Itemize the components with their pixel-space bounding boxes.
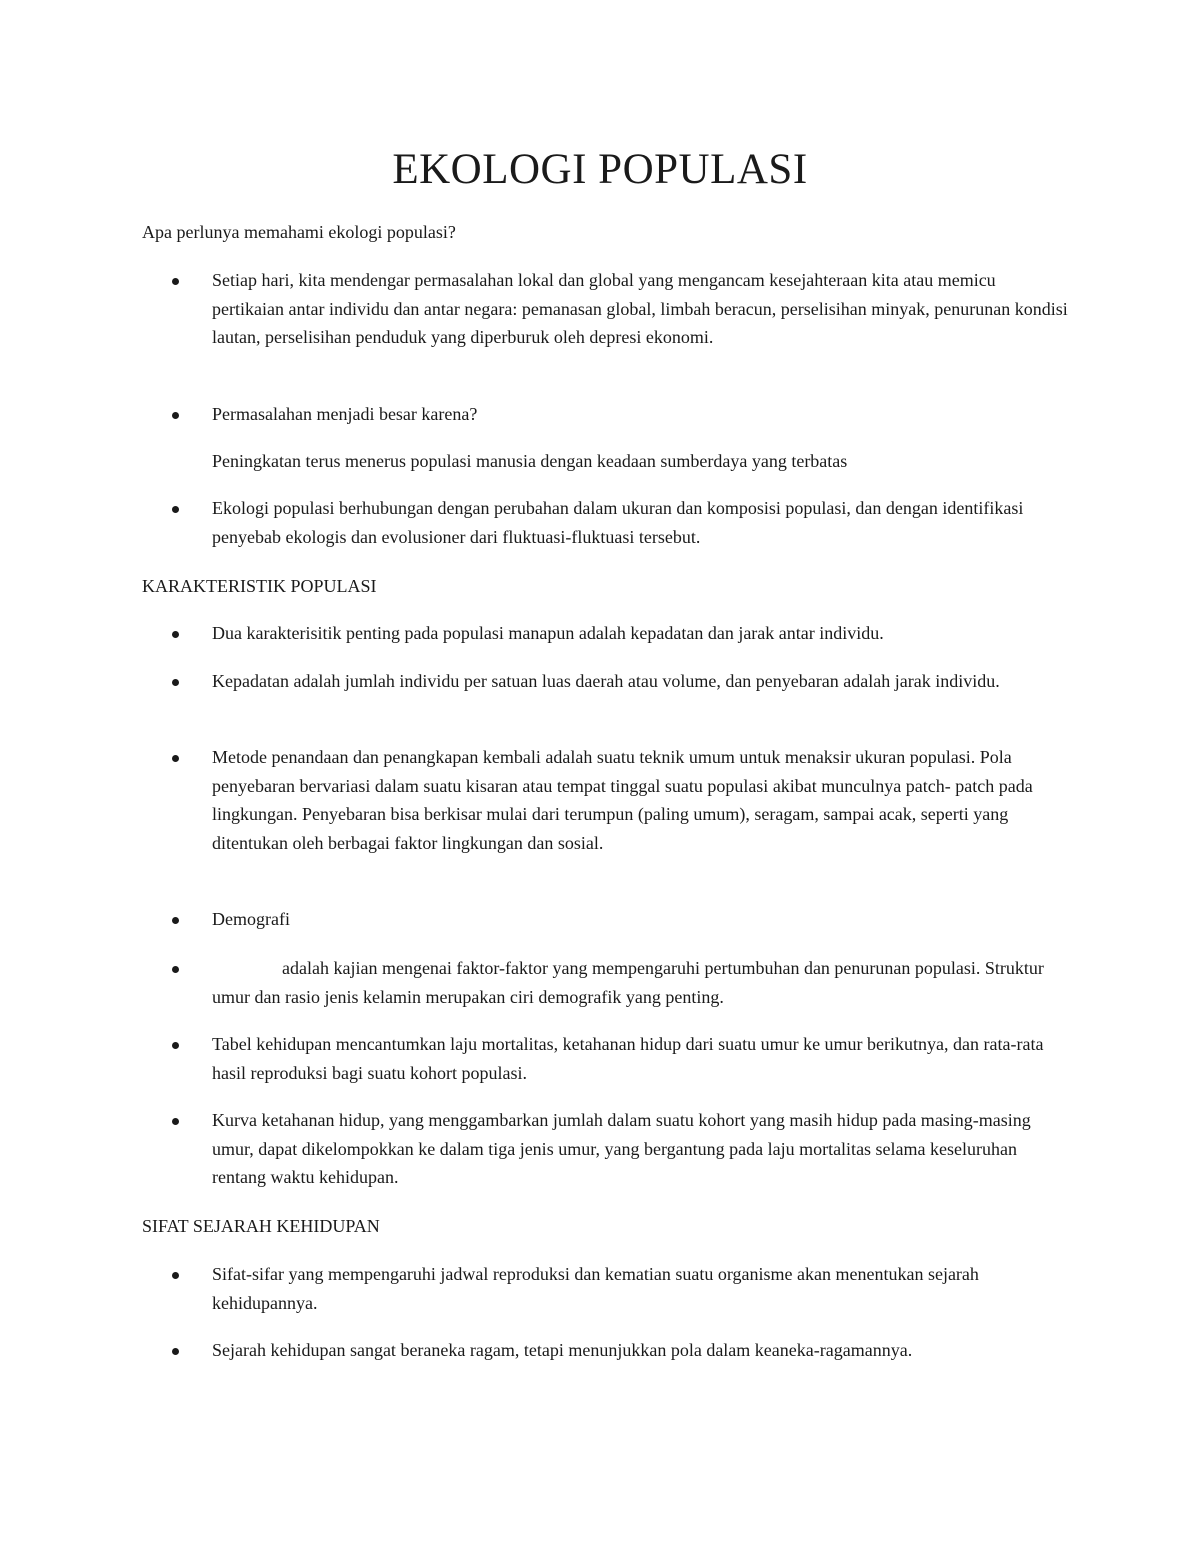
section-heading: SIFAT SEJARAH KEHIDUPAN	[142, 1216, 380, 1236]
list-item	[212, 667, 1072, 696]
bullet-icon	[172, 278, 179, 285]
list-item	[212, 494, 1072, 551]
list-item-text: Sejarah kehidupan sangat beraneka ragam, tetapi menunjukkan pola dalam keaneka-ragamannya.	[212, 1340, 913, 1360]
section-heading: KARAKTERISTIK POPULASI	[142, 576, 377, 596]
bullet-icon	[172, 1042, 179, 1049]
list-item	[212, 954, 1072, 1011]
list-item-text: Demografi	[212, 909, 290, 929]
bullet-icon	[172, 1348, 179, 1355]
list-item-text: adalah kajian mengenai faktor-faktor yang mempengaruhi pertumbuhan dan penurunan populasi. Struktur umur dan rasio jenis kelamin merupakan ciri demografik yang penting.	[212, 958, 1044, 1007]
bullet-icon	[172, 966, 179, 973]
list-item	[212, 1106, 1072, 1192]
list-item-text: Metode penandaan dan penangkapan kembali adalah suatu teknik umum untuk menaksir ukuran populasi. Pola penyebaran bervariasi dalam suatu kisaran atau tempat tinggal suatu populasi akibat munculnya patch- patch pada lingkungan. Penyebaran bisa berkisar mulai dari terumpun (paling umum), seragam, sampai acak, seperti yang ditentukan oleh berbagai faktor lingkungan dan sosial.	[212, 747, 1033, 853]
list-item-text: Setiap hari, kita mendengar permasalahan lokal dan global yang mengancam kesejahteraan kita atau memicu pertikaian antar individu dan antar negara: pemanasan global, limbah beracun, perselisihan minyak, penurunan kondisi lautan, perselisihan penduduk yang diperburuk oleh depresi ekonomi.	[212, 270, 1068, 347]
bullet-icon	[172, 917, 179, 924]
list-item	[212, 400, 1072, 429]
list-item	[212, 905, 1072, 934]
list-item-text: Kepadatan adalah jumlah individu per satuan luas daerah atau volume, dan penyebaran adalah jarak individu.	[212, 671, 1000, 691]
list-item	[212, 1336, 1072, 1365]
list-item-text: Tabel kehidupan mencantumkan laju mortalitas, ketahanan hidup dari suatu umur ke umur berikutnya, dan rata-rata hasil reproduksi bagi suatu kohort populasi.	[212, 1034, 1044, 1083]
list-item-text: Sifat-sifar yang mempengaruhi jadwal reproduksi dan kematian suatu organisme akan menentukan sejarah kehidupannya.	[212, 1264, 979, 1313]
list-item	[212, 1260, 1072, 1317]
bullet-icon	[172, 412, 179, 419]
list-item-text: Permasalahan menjadi besar karena?	[212, 404, 478, 424]
list-item-text: Ekologi populasi berhubungan dengan perubahan dalam ukuran dan komposisi populasi, dan dengan identifikasi penyebab ekologis dan evolusioner dari fluktuasi-fluktuasi tersebut.	[212, 498, 1024, 547]
intro-question: Apa perlunya memahami ekologi populasi?	[142, 222, 456, 242]
bullet-icon	[172, 1272, 179, 1279]
list-item-text: Dua karakterisitik penting pada populasi manapun adalah kepadatan dan jarak antar individu.	[212, 623, 884, 643]
list-item	[212, 619, 1072, 648]
bullet-icon	[172, 631, 179, 638]
document-title: EKOLOGI POPULASI	[392, 146, 808, 193]
bullet-icon	[172, 755, 179, 762]
bullet-icon	[172, 679, 179, 686]
list-item	[212, 743, 1072, 857]
list-item	[212, 1030, 1072, 1087]
list-item-text: Kurva ketahanan hidup, yang menggambarkan jumlah dalam suatu kohort yang masih hidup pada masing-masing umur, dapat dikelompokkan ke dalam tiga jenis umur, yang bergantung pada laju mortalitas selama keseluruhan rentang waktu kehidupan.	[212, 1110, 1031, 1187]
list-item	[212, 266, 1072, 352]
answer-text: Peningkatan terus menerus populasi manusia dengan keadaan sumberdaya yang terbatas	[212, 451, 848, 471]
bullet-icon	[172, 506, 179, 513]
bullet-icon	[172, 1118, 179, 1125]
